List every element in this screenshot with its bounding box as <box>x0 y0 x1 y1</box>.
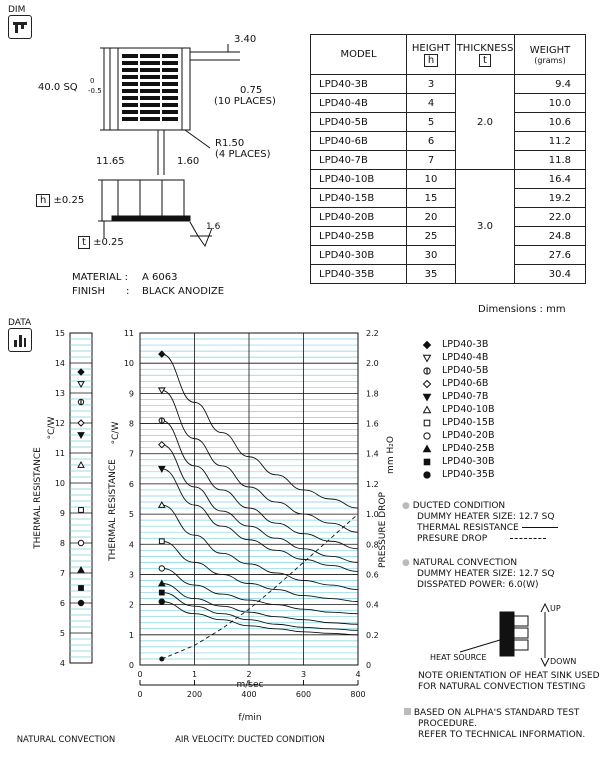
natural-y-tick: 7 <box>59 569 65 578</box>
main-y-tick: 7 <box>128 449 134 459</box>
legend-item <box>420 364 494 377</box>
main-x2-tick: 800 <box>350 690 366 699</box>
down-label: DOWN <box>550 657 577 666</box>
natural-title-text: NATURAL CONVECTION <box>412 558 518 568</box>
data-tab-label: DATA <box>8 318 32 328</box>
natural-y-tick: 12 <box>54 419 65 428</box>
legend-label: LPD40-20B <box>442 430 495 441</box>
series-marker-lpd40-5b <box>159 418 164 423</box>
header-thickness-label: THICKNESS <box>456 42 514 54</box>
ducted-pd <box>402 534 558 545</box>
standard-line-2: PROCEDURE. <box>418 719 478 729</box>
table-cell-height: 5 <box>407 113 456 132</box>
legend-item <box>420 390 494 403</box>
dim-1165: 11.65 <box>96 156 125 167</box>
main-y-label: THERMAL RESISTANCE <box>108 459 118 561</box>
main-y-tick: 10 <box>123 359 134 369</box>
roughness-value: 1.6 <box>206 222 221 232</box>
table-cell-weight: 10.6 <box>515 113 586 132</box>
standard-bullet-icon <box>404 708 411 715</box>
main-x-tick: 2 <box>246 670 252 679</box>
table-cell-height: 6 <box>407 132 456 151</box>
header-thickness-symbol: t <box>479 54 491 67</box>
table-cell-model: LPD40-3B <box>311 75 407 94</box>
natural-y-tick: 10 <box>54 479 65 488</box>
legend <box>420 338 494 481</box>
main-y2-tick: 2.0 <box>366 359 379 369</box>
table-cell-thickness: 2.0 <box>456 75 515 170</box>
table-cell-model: LPD40-10B <box>311 170 407 189</box>
heat-source-label: HEAT SOURCE <box>430 653 487 662</box>
natural-point-lpd40-30b <box>79 586 84 591</box>
material-label: MATERIAL : <box>72 272 128 283</box>
table-cell-height: 3 <box>407 75 456 94</box>
tolerance-bottom: -0.5 <box>88 87 102 95</box>
dim-4places: (4 PLACES) <box>215 149 271 160</box>
legend-label: LPD40-25B <box>442 443 495 454</box>
legend-item <box>420 403 494 416</box>
main-y-tick: 8 <box>128 419 134 429</box>
ducted-tr <box>402 523 558 534</box>
table-cell-height: 20 <box>407 208 456 227</box>
table-cell-weight: 22.0 <box>515 208 586 227</box>
ducted-title-text: DUCTED CONDITION <box>412 501 506 511</box>
table-cell-model: LPD40-20B <box>311 208 407 227</box>
natural-y-label: THERMAL RESISTANCE <box>33 447 43 549</box>
main-y2-tick: 0.4 <box>366 600 379 610</box>
natural-title <box>402 558 554 569</box>
finish-separator: : <box>126 286 130 297</box>
table-cell-weight: 24.8 <box>515 227 586 246</box>
legend-label: LPD40-5B <box>442 365 489 376</box>
header-height-label: HEIGHT <box>411 42 451 54</box>
main-x-tick: 0 <box>137 670 143 679</box>
standard-line-1 <box>404 708 585 719</box>
legend-label: LPD40-10B <box>442 404 495 415</box>
main-y-tick: 11 <box>123 329 134 338</box>
ducted-note <box>402 501 558 545</box>
main-x2-tick: 0 <box>137 690 143 699</box>
main-x2-tick: 600 <box>295 690 312 699</box>
legend-item <box>420 416 494 429</box>
table-cell-height: 25 <box>407 227 456 246</box>
main-y2-tick: 1.4 <box>366 449 379 459</box>
legend-label: LPD40-35B <box>442 469 495 480</box>
main-y2-tick: 0.8 <box>366 540 379 550</box>
natural-y-tick: 13 <box>54 389 65 398</box>
standard-line-3: REFER TO TECHNICAL INFORMATION. <box>418 730 586 740</box>
orientation-line-1: NOTE ORIENTATION OF HEAT SINK USED <box>418 671 600 681</box>
main-x2-tick: 400 <box>241 690 257 699</box>
dim-40sq: 40.0 SQ <box>38 82 78 93</box>
main-y2-tick: 0.6 <box>366 570 379 580</box>
series-marker-lpd40-35b <box>159 599 164 604</box>
ducted-tr-text: THERMAL RESISTANCE <box>417 523 519 533</box>
main-y-tick: 9 <box>128 389 134 399</box>
natural-y-tick: 9 <box>59 509 65 518</box>
t-tolerance: ±0.25 <box>93 237 124 248</box>
legend-label: LPD40-30B <box>442 456 495 467</box>
natural-point-lpd40-35b <box>78 600 83 605</box>
table-cell-model: LPD40-15B <box>311 189 407 208</box>
dimensions-note: Dimensions : mm <box>478 304 566 315</box>
dim-tab-label: DIM <box>8 5 26 15</box>
natural-bullet-icon: ● <box>402 558 410 568</box>
natural-y-unit: °C/W <box>47 416 57 440</box>
tolerance-top: 0 <box>90 77 95 85</box>
legend-marker-icon <box>420 339 434 351</box>
table-cell-height: 7 <box>407 151 456 170</box>
ducted-pd-text: PRESURE DROP <box>417 534 488 544</box>
dim-10places: (10 PLACES) <box>214 96 276 107</box>
dim-r150: R1.50 <box>215 138 245 149</box>
table-cell-height: 10 <box>407 170 456 189</box>
table-cell-weight: 11.2 <box>515 132 586 151</box>
standard-text-1: BASED ON ALPHA'S STANDARD TEST <box>413 708 580 718</box>
table-cell-model: LPD40-6B <box>311 132 407 151</box>
natural-y-tick: 6 <box>59 599 65 608</box>
dim-340: 3.40 <box>234 34 257 45</box>
dim-160: 1.60 <box>177 156 200 167</box>
h-tolerance: ±0.25 <box>53 195 85 206</box>
main-x-tick: 4 <box>355 670 361 679</box>
table-cell-weight: 11.8 <box>515 151 586 170</box>
series-marker-lpd40-20b <box>159 566 164 571</box>
legend-label: LPD40-15B <box>442 417 495 428</box>
table-cell-weight: 16.4 <box>515 170 586 189</box>
finish-label: FINISH <box>72 286 105 297</box>
natural-point-lpd40-15b <box>79 508 84 513</box>
main-y-tick: 0 <box>128 661 134 670</box>
natural-y-tick: 5 <box>59 629 65 638</box>
table-cell-model: LPD40-4B <box>311 94 407 113</box>
legend-marker-icon <box>420 417 434 429</box>
table-cell-thickness: 3.0 <box>456 170 515 284</box>
natural-power: DISSPATED POWER: 6.0(W) <box>417 580 539 590</box>
legend-marker-icon <box>420 352 434 364</box>
main-y2-tick: 1.6 <box>366 419 379 429</box>
table-cell-height: 35 <box>407 265 456 284</box>
dim-075: 0.75 <box>240 85 263 96</box>
legend-label: LPD40-6B <box>442 378 489 389</box>
main-y-tick: 6 <box>128 479 134 489</box>
main-y2-tick: 1.2 <box>366 479 379 489</box>
finish-value: BLACK ANODIZE <box>142 286 225 297</box>
main-y2-tick: 0 <box>366 661 372 670</box>
legend-marker-icon <box>420 469 434 481</box>
h-symbol: h <box>36 194 50 207</box>
legend-label: LPD40-7B <box>442 391 489 402</box>
natural-heater: DUMMY HEATER SIZE: 12.7 SQ <box>417 569 555 579</box>
legend-marker-icon <box>420 404 434 416</box>
legend-item <box>420 429 494 442</box>
natural-y-tick: 15 <box>54 329 65 338</box>
main-x-tick: 3 <box>300 670 307 679</box>
main-y-unit: °C/W <box>111 421 121 445</box>
legend-marker-icon <box>420 391 434 403</box>
main-x-tick: 1 <box>191 670 198 679</box>
table-cell-weight: 10.0 <box>515 94 586 113</box>
legend-item <box>420 351 494 364</box>
main-y-tick: 5 <box>128 510 134 520</box>
dashed-line-sample <box>510 538 546 539</box>
main-y2-tick: 2.2 <box>366 329 379 338</box>
legend-item <box>420 455 494 468</box>
table-cell-model: LPD40-7B <box>311 151 407 170</box>
natural-y-tick: 4 <box>59 659 65 668</box>
legend-item <box>420 377 494 390</box>
main-y-tick: 4 <box>128 540 134 550</box>
table-cell-weight: 9.4 <box>515 75 586 94</box>
legend-label: LPD40-3B <box>442 339 489 350</box>
series-marker-lpd40-30b <box>159 590 164 595</box>
header-weight-label: WEIGHT <box>529 44 571 56</box>
series-marker-lpd40-15b <box>159 539 164 544</box>
header-height-symbol: h <box>424 54 438 67</box>
legend-marker-icon <box>420 365 434 377</box>
legend-item <box>420 468 494 481</box>
natural-point-lpd40-5b <box>78 399 83 404</box>
main-y2-unit: mm H₂O <box>386 436 396 474</box>
main-y-tick: 3 <box>128 570 134 580</box>
ducted-heater: DUMMY HEATER SIZE: 12.7 SQ <box>417 512 555 522</box>
t-symbol: t <box>78 236 90 249</box>
main-y2-tick: 1.0 <box>366 510 379 520</box>
main-footer-label: AIR VELOCITY: DUCTED CONDITION <box>175 735 325 745</box>
pressure-drop-start-point <box>159 656 164 661</box>
table-cell-model: LPD40-35B <box>311 265 407 284</box>
natural-y-tick: 11 <box>54 449 65 458</box>
header-weight-unit: (grams) <box>534 55 566 65</box>
natural-y-tick: 14 <box>54 359 65 368</box>
legend-marker-icon <box>420 378 434 390</box>
main-y-tick: 2 <box>128 600 134 610</box>
table-cell-weight: 27.6 <box>515 246 586 265</box>
legend-item <box>420 338 494 351</box>
material-value: A 6063 <box>142 272 178 283</box>
ducted-title <box>402 501 558 512</box>
legend-marker-icon <box>420 456 434 468</box>
main-x-label: m/sec <box>236 680 264 690</box>
table-cell-model: LPD40-5B <box>311 113 407 132</box>
natural-y-tick: 8 <box>59 539 65 548</box>
legend-marker-icon <box>420 430 434 442</box>
orientation-line-2: FOR NATURAL CONVECTION TESTING <box>418 682 586 692</box>
table-cell-height: 15 <box>407 189 456 208</box>
main-x2-tick: 200 <box>186 690 203 699</box>
natural-x-label: NATURAL CONVECTION <box>16 735 116 745</box>
table-cell-model: LPD40-30B <box>311 246 407 265</box>
natural-note <box>402 558 554 591</box>
main-y2-tick: 1.8 <box>366 389 379 399</box>
table-cell-height: 30 <box>407 246 456 265</box>
main-y-tick: 1 <box>128 630 134 640</box>
legend-item <box>420 442 494 455</box>
main-y2-label: PRESSURE DROP <box>378 492 388 568</box>
table-cell-model: LPD40-25B <box>311 227 407 246</box>
legend-marker-icon <box>420 443 434 455</box>
table-cell-height: 4 <box>407 94 456 113</box>
main-y2-tick: 0.2 <box>366 630 379 640</box>
ducted-bullet-icon: ● <box>402 501 410 511</box>
orientation-note <box>418 671 600 693</box>
solid-line-sample <box>522 527 558 528</box>
legend-label: LPD40-4B <box>442 352 489 363</box>
header-model: MODEL <box>311 35 407 75</box>
natural-point-lpd40-20b <box>78 540 83 545</box>
main-x2-label: f/min <box>238 713 262 723</box>
standard-note <box>404 708 585 741</box>
up-label: UP <box>550 604 561 613</box>
table-cell-weight: 30.4 <box>515 265 586 284</box>
table-cell-weight: 19.2 <box>515 189 586 208</box>
